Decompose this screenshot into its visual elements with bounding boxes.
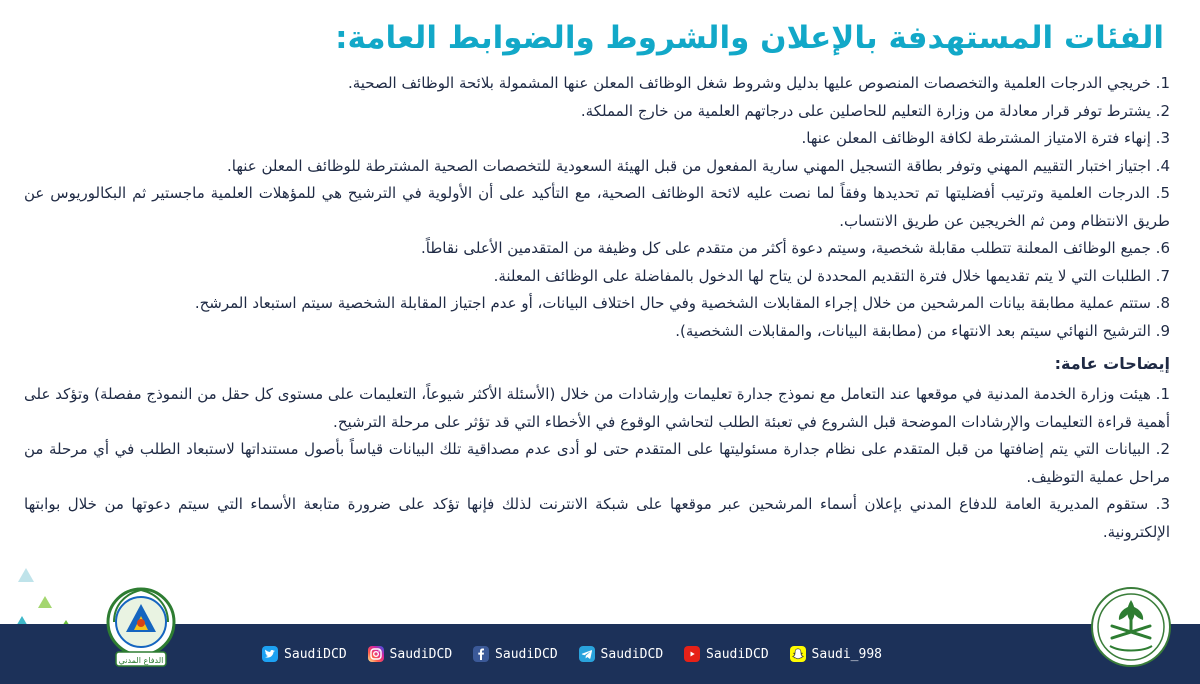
condition-item: 1. خريجي الدرجات العلمية والتخصصات المنصوص عليها بدليل وشروط شغل الوظائف المعلن عنها المشمولة بلائحة الوظائف الصحية. (347, 74, 1170, 92)
emblem-label: الدفاع المدني (118, 656, 164, 665)
social-link-snapchat[interactable] (790, 646, 882, 662)
condition-item: 3. إنهاء فترة الامتياز المشترطة لكافة الوظائف المعلن عنها. (801, 129, 1170, 147)
condition-item: 4. اجتياز اختبار التقييم المهني وتوفر بطاقة التسجيل المهني سارية المفعول من قبل الهيئة السعودية للتخصصات الصحية المشترطة للوظائف المعلن عنها. (227, 156, 1170, 175)
condition-item: 8. ستتم عملية مطابقة بيانات المرشحين من خلال إجراء المقابلات الشخصية وفي حال اختلاف البيانات، أو عدم اجتياز المقابلة الشخصية سيتم استبعاد المرشح. (194, 294, 1170, 312)
social-link-twitter[interactable] (262, 646, 347, 662)
instagram-icon (368, 646, 384, 662)
social-link-facebook[interactable] (473, 646, 558, 662)
condition-item: 6. جميع الوظائف المعلنة تتطلب مقابلة شخصية، وسيتم دعوة أكثر من متقدم على كل وظيفة من المتقدمين الأعلى نقاطاً. (420, 239, 1170, 257)
social-links (262, 644, 882, 664)
saudi-emblem-logo (1090, 586, 1172, 668)
social-label: SaudiDCD (495, 646, 558, 662)
social-label: SaudiDCD (706, 646, 769, 662)
social-link-instagram[interactable] (368, 646, 453, 662)
social-link-youtube[interactable] (684, 646, 769, 662)
footer-bar (0, 624, 1200, 684)
page-title: الفئات المستهدفة بالإعلان والشروط والضوابط العامة: (335, 20, 1164, 56)
youtube-icon (684, 646, 700, 662)
civil-defense-logo (104, 586, 178, 668)
triangle-shape (18, 568, 34, 582)
facebook-icon (473, 646, 489, 662)
social-label: Saudi_998 (811, 646, 882, 662)
clarifications-heading: إيضاحات عامة: (1054, 354, 1170, 373)
social-link-telegram[interactable] (579, 646, 664, 662)
social-label: SaudiDCD (600, 646, 664, 662)
condition-item: 9. الترشيح النهائي سيتم بعد الانتهاء من (مطابقة البيانات، والمقابلات الشخصية). (675, 321, 1170, 340)
telegram-icon (579, 646, 595, 662)
clarification-item: 2. البيانات التي يتم إضافتها من قبل المتقدم على نظام جدارة مسئوليتها على المتقدم حتى لو أدى عدم مصداقية تلك البيانات قياساً بأصول مستنداتها لاستبعاد الطلب في أي مرحلة من مراحل عملية التوظيف. (24, 440, 1170, 486)
twitter-icon (262, 646, 278, 662)
clarification-item: 1. هيئت وزارة الخدمة المدنية في موقعها عند التعامل مع نموذج جدارة تعليمات وإرشادات من خلال (الأسئلة الأكثر شيوعاً، التعليمات على مستوى كل حقل من النموذج مفصلة) وتؤكد على أهمية قراءة التعليمات والإرشادات الموضحة قبل الشروع في تعبئة الطلب لتحاشي الوقوع في الأخطاء التي قد تؤثر على مرحلة الترشيح. (24, 385, 1170, 431)
social-label: SaudiDCD (284, 646, 347, 662)
clarification-item: 3. ستقوم المديرية العامة للدفاع المدني بإعلان أسماء المرشحين عبر موقعها على شبكة الانترنت لذلك فإنها تؤكد على ضرورة متابعة الأسماء التي سيتم دعوتها من خلال بوابتها الإلكترونية. (24, 495, 1170, 541)
condition-item: 2. يشترط توفر قرار معادلة من وزارة التعليم للحاصلين على درجاتهم العلمية من خارج المملكة. (580, 101, 1170, 120)
triangle-shape (38, 596, 52, 608)
condition-item: 7. الطلبات التي لا يتم تقديمها خلال فترة التقديم المحددة لن يتاح لها الدخول بالمفاضلة على الوظائف المعلنة. (493, 266, 1170, 285)
condition-item: 5. الدرجات العلمية وترتيب أفضليتها تم تحديدها وفقاً لما نصت عليه لائحة الوظائف الصحية، مع التأكيد على أن الأولوية في الترشيح هي للمؤهلات العلمية ماجستير ثم البكالوريوس عن طريق الانتظام ومن ثم الخريجين عن طريق الانتساب. (24, 184, 1170, 230)
social-label: SaudiDCD (389, 646, 453, 662)
clarifications-list (24, 381, 1170, 546)
snapchat-icon (790, 646, 806, 662)
conditions-list (24, 70, 1170, 345)
